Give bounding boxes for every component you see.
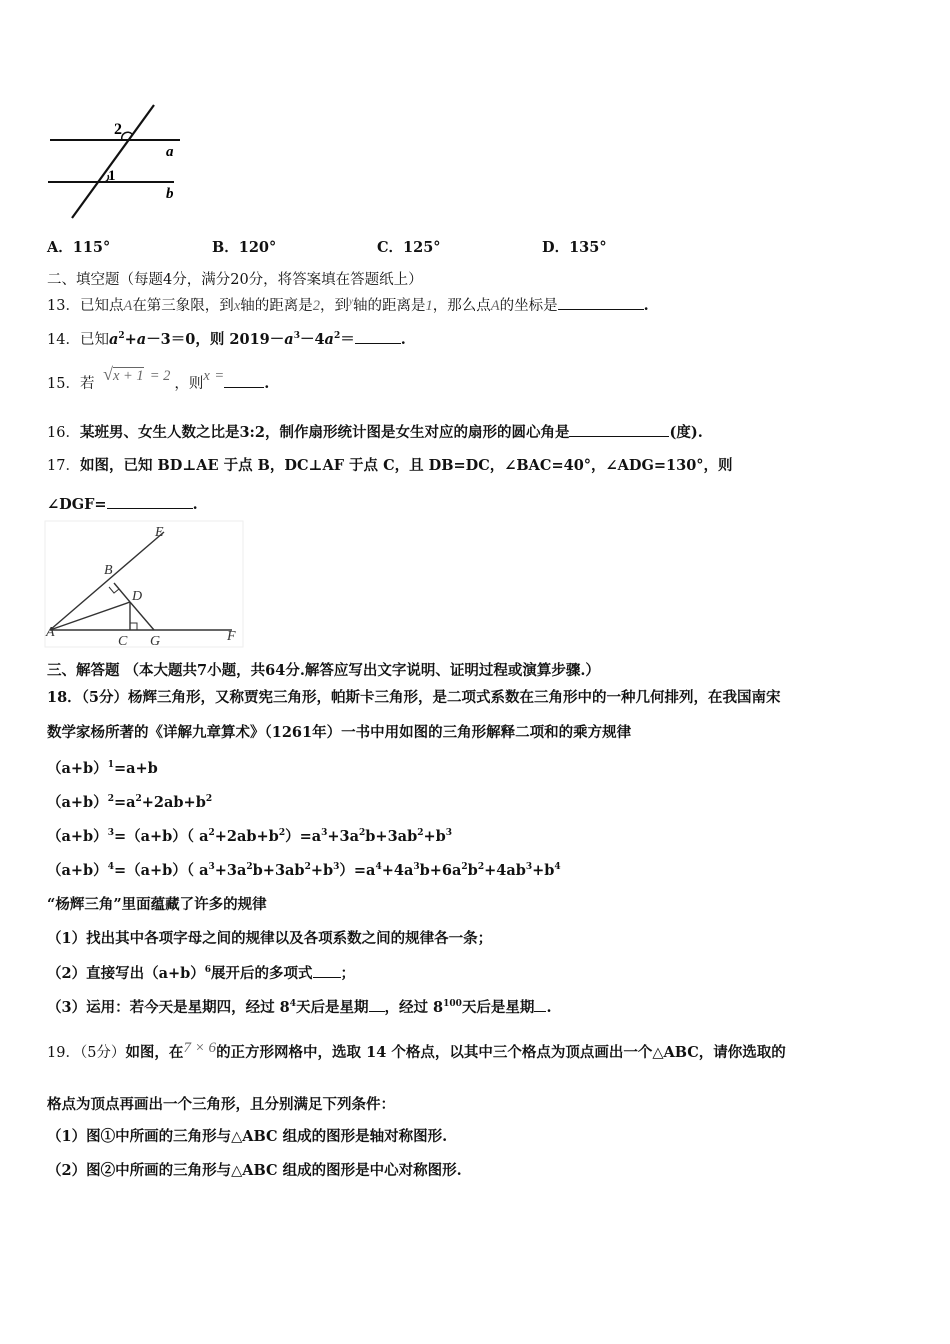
- answer-blank: [313, 963, 341, 978]
- segment-dg: [130, 602, 154, 630]
- question-15: 15．若 √x + 1 = 2 ，则x = .: [47, 364, 270, 392]
- question-19-part1: （1）图①中所画的三角形与△ABC 组成的图形是轴对称图形.: [47, 1128, 448, 1145]
- formula-1: $(a+b)^1=a+b$: [47, 760, 158, 777]
- q12-option-b: B．120°: [212, 239, 277, 256]
- line-b-label: b: [166, 186, 174, 202]
- question-17-line1: 17．如图，已知 BD⊥AE 于点 B，DC⊥AF 于点 C，且 DB=DC，∠BAC=40°，∠ADG=130°，则: [47, 457, 733, 474]
- question-19-line2: 格点为顶点再画出一个三角形，且分别满足下列条件：: [47, 1096, 395, 1113]
- answer-blank: [224, 373, 264, 388]
- angle-figure: [44, 520, 249, 650]
- answer-blank: [569, 422, 669, 437]
- answer-blank: [107, 494, 193, 509]
- sqrt-expression: √x + 1 = 2: [103, 364, 171, 384]
- transversal-line: [72, 105, 154, 218]
- ray-ae: [50, 532, 164, 630]
- segment-ad: [50, 602, 130, 630]
- point-g-label: G: [150, 634, 161, 649]
- question-18-part2: （2）直接写出$(a+b)^6$展开后的多项式 ；: [47, 965, 356, 982]
- line-a-label: a: [166, 144, 174, 160]
- point-a-label: A: [46, 625, 55, 640]
- point-b-label: B: [104, 563, 113, 578]
- question-18-part3: （3）运用：若今天是星期四，经过 $8^4$天后是星期 ，经过 $8^{100}$天后是星期 .: [47, 999, 552, 1016]
- question-18-line1: 18．（5分）杨辉三角形，又称贾宪三角形，帕斯卡三角形，是二项式系数在三角形中的一种几何排列，在我国南宋: [47, 689, 781, 706]
- radical-sign-icon: √: [103, 364, 113, 384]
- formula-4: $(a+b)^4=(a+b)$（ $a^3+3a^2b+3ab^2+b^3)=a^4+4a^3b+6a^2b^2+4ab^3+b^4$: [47, 862, 561, 879]
- q12-option-c: C．125°: [377, 239, 441, 256]
- question-17-line2: ∠DGF= .: [47, 496, 198, 513]
- angle2-label: 2: [114, 121, 122, 138]
- answer-blank: [369, 997, 385, 1012]
- question-19-line1: 19．（5分）如图，在7 × 6的正方形网格中，选取 14 个格点，以其中三个格点为顶点画出一个△ABC，请你选取的: [47, 1040, 786, 1061]
- question-14: 14．已知$a^2+a-3=0$，则 $2019-a^3-4a^2=$ .: [47, 331, 406, 348]
- segment-bd: [114, 583, 130, 602]
- section3-title: 三、解答题 （本大题共7小题，共64分.解答应写出文字说明、证明过程或演算步骤.）: [47, 662, 600, 679]
- point-d-label: D: [132, 589, 143, 604]
- point-c-label: C: [118, 634, 128, 649]
- q12-option-d: D．135°: [542, 239, 607, 256]
- q12-option-a: A．115°: [47, 239, 111, 256]
- answer-blank: [355, 329, 401, 344]
- formula-3: $(a+b)^3=(a+b)$（ $a^2+2ab+b^2)=a^3+3a^2b+3ab^2+b^3$: [47, 828, 453, 845]
- parallel-lines-figure: [44, 100, 194, 225]
- question-18-line2: 数学家杨所著的《详解九章算术》（1261年）一书中用如图的三角形解释二项和的乘方规律: [47, 724, 632, 741]
- answer-blank: [534, 997, 546, 1012]
- question-18-note: “杨辉三角”里面蕴藏了许多的规律: [47, 896, 267, 913]
- point-f-label: F: [227, 629, 236, 644]
- point-e-label: E: [155, 525, 164, 540]
- formula-2: $(a+b)^2=a^2+2ab+b^2$: [47, 794, 213, 811]
- question-16: 16．某班男、女生人数之比是3:2，制作扇形统计图是女生对应的扇形的圆心角是 (度).: [47, 424, 703, 441]
- answer-blank: [558, 295, 644, 310]
- question-18-part1: （1）找出其中各项字母之间的规律以及各项系数之间的规律各一条；: [47, 930, 493, 947]
- question-13: 13．已知点A在第三象限，到x轴的距离是2，到$^y$轴的距离是1，那么点A的坐标是 .: [47, 296, 649, 314]
- angle1-label: 1: [108, 168, 116, 184]
- section2-title: 二、填空题（每题4分，满分20分，将答案填在答题纸上）: [47, 272, 423, 288]
- question-19-part2: （2）图②中所画的三角形与△ABC 组成的图形是中心对称图形.: [47, 1162, 462, 1179]
- right-angle-c-icon: [130, 623, 137, 630]
